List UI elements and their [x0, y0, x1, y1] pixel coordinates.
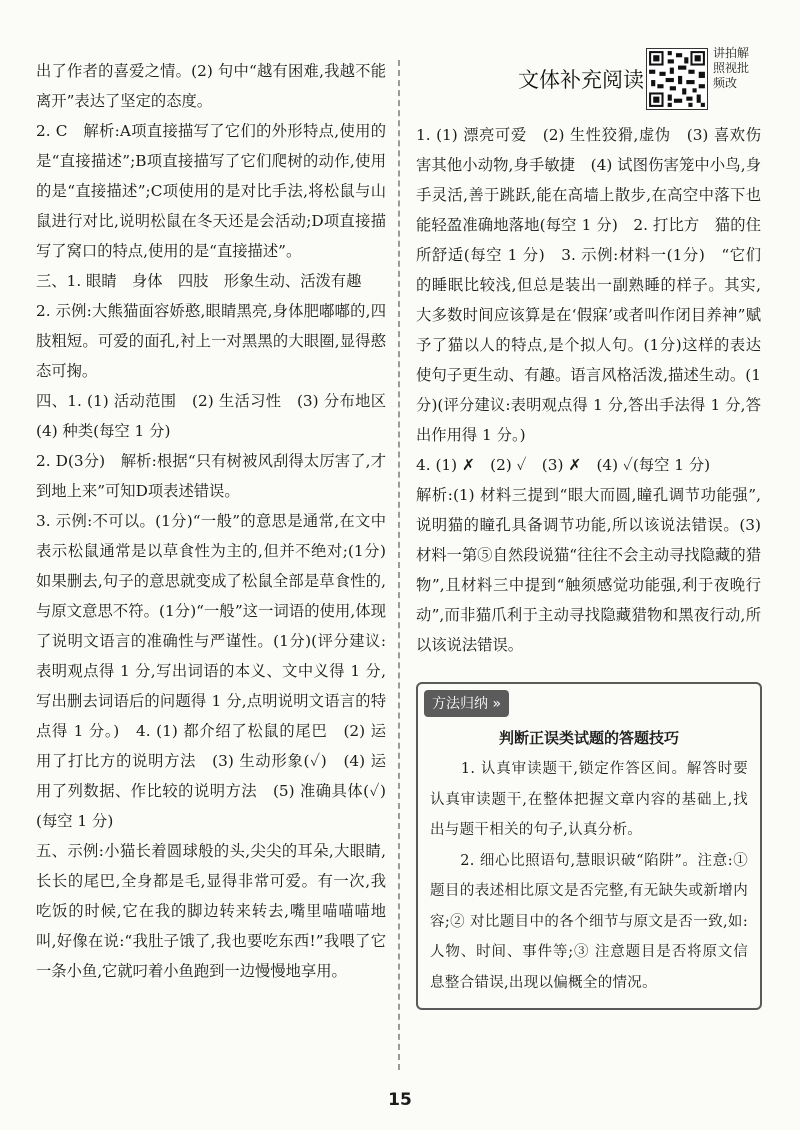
answer-paragraph: 1. (1) 漂亮可爱 (2) 生性狡猾,虚伪 (3) 喜欢伤害其他小动物,身手敏捷 (4) 试图伤害笼中小鸟,身手灵活,善于跳跃,能在高墙上散步,在高空中落下也能轻盈准确地落地(每空 1 分) 2. 打比方 猫的住所舒适(每空 1 分) 3. 示例:材料一(1分) “它们的睡眠比较浅,但总是装出一副熟睡的样子。其实,大多数时间应该算是在‘假寐’或者叫作闭目养神”赋予了猫以人的特点,是个拟人句。(1分)这样的表达使句子更生动、有趣。语言风格活泼,描述生动。(1分)(评分建议:表明观点得 1 分,答出手法得 1 分,答出作用得 1 分。) — [416, 126, 761, 444]
answer-paragraph: 2. 示例:大熊猫面容娇憨,眼睛黑亮,身体肥嘟嘟的,四肢粗短。可爱的面孔,衬上一对黑黑的大眼圈,显得憨态可掬。 — [36, 302, 386, 380]
left-column — [36, 56, 402, 986]
answer-paragraph: 4. (1) ✗ (2) ✓ (3) ✗ (4) ✓(每空 1 分) — [416, 456, 711, 474]
page-number: 15 — [388, 1090, 412, 1110]
method-summary-tag: 方法归纳 » — [424, 690, 509, 717]
answer-paragraph: 2. D(3分) 解析:根据“只有树被风刮得太厉害了,才到地上来”可知D项表述错误。 — [36, 452, 386, 500]
answer-paragraph: 三、1. 眼睛 身体 四肢 形象生动、活泼有趣 — [36, 272, 362, 290]
qr-caption: 讲拍解照视批频改 — [713, 46, 750, 90]
method-summary-box — [416, 682, 762, 1010]
column-divider — [398, 60, 400, 1070]
right-column — [416, 40, 761, 1010]
answer-paragraph: 2. C 解析:A项直接描写了它们的外形特点,使用的是“直接描述”;B项直接描写了它们爬树的动作,使用的是“直接描述”;C项使用的是对比手法,将松鼠与山鼠进行对比,说明松鼠在冬天还是会活动;D项直接描写了窝口的特点,使用的是“直接描述”。 — [36, 122, 386, 260]
method-summary-paragraph: 1. 认真审读题干,锁定作答区间。解答时要认真审读题干,在整体把握文章内容的基础上,找出与题干相关的句子,认真分析。 — [430, 761, 748, 838]
answer-paragraph: 五、示例:小猫长着圆球般的头,尖尖的耳朵,大眼睛,长长的尾巴,全身都是毛,显得非常可爱。有一次,我吃饭的时候,它在我的脚边转来转去,嘴里喵喵喵地叫,好像在说:“我肚子饿了,我也要吃东西!”我喂了它一条小鱼,它就叼着小鱼跑到一边慢慢地享用。 — [36, 842, 386, 980]
answer-paragraph: 解析:(1) 材料三提到“眼大而圆,瞳孔调节功能强”,说明猫的瞳孔具备调节功能,所以该说法错误。(3) 材料一第⑤自然段说猫“往往不会主动寻找隐藏的猎物”,且材料三中提到“触须感觉功能强,利于夜晚行动”,而非猫爪利于主动寻找隐藏猎物和黑夜行动,所以该说法错误。 — [416, 486, 761, 654]
answer-paragraph: 出了作者的喜爱之情。(2) 句中“越有困难,我越不能离开”表达了坚定的态度。 — [36, 62, 386, 110]
answer-paragraph: 四、1. (1) 活动范围 (2) 生活习性 (3) 分布地区 (4) 种类(每空 1 分) — [36, 392, 402, 440]
answer-paragraph: 3. 示例:不可以。(1分)“一般”的意思是通常,在文中表示松鼠通常是以草食性为主的,但并不绝对;(1分)如果删去,句子的意思就变成了松鼠全部是草食性的,与原文意思不符。(1分)“一般”这一词语的使用,体现了说明文语言的准确性与严谨性。(1分)(评分建议:表明观点得 1 分,写出词语的本义、文中义得 1 分,写出删去词语后的问题得 1 分,点明说明文语言的特点得 1 分。) 4. (1) 都介绍了松鼠的尾巴 (2) 运用了打比方的说明方法 (3) 生动形象(✓) (4) 运用了列数据、作比较的说明方法 (5) 准确具体(✓)(每空 1 分) — [36, 512, 386, 830]
method-summary-title: 判断正误类试题的答题技巧 — [498, 729, 679, 747]
section-title: 文体补充阅读 — [518, 68, 644, 92]
qr-code-icon[interactable] — [646, 48, 708, 110]
section-header — [416, 40, 761, 120]
method-summary-paragraph: 2. 细心比照语句,慧眼识破“陷阱”。注意:① 题目的表述相比原文是否完整,有无缺失或新增内容;② 对比题目中的各个细节与原文是否一致,如:人物、时间、事件等;③ 注意题目是否将原文信息整合错误,出现以偏概全的情况。 — [430, 852, 748, 991]
